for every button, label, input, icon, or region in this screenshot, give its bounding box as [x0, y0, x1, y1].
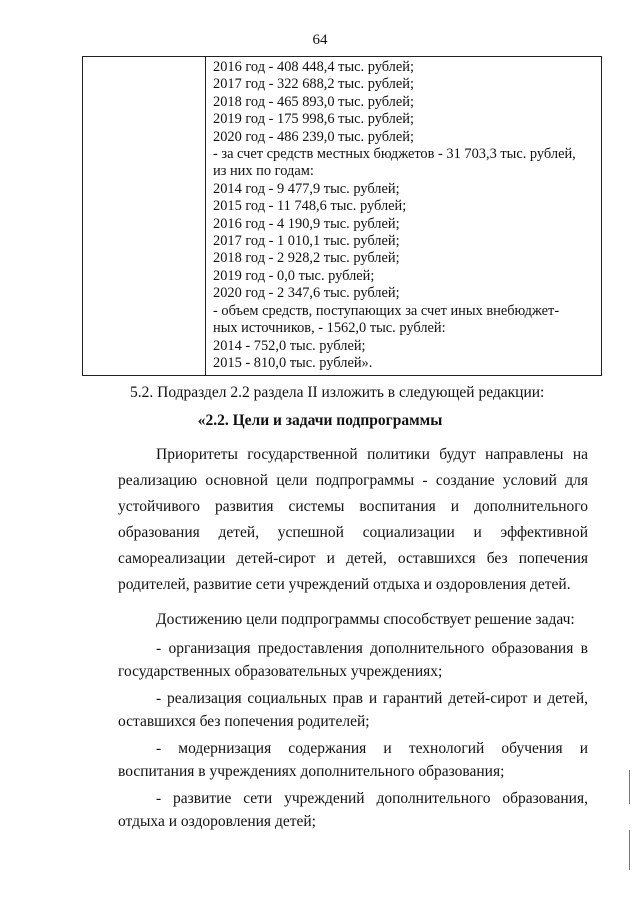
- task-item: - организация предоставления дополнительного образования в государственных образовательных учреждениях;: [118, 640, 588, 680]
- funding-line: - объем средств, поступающих за счет иных внебюджет-: [213, 302, 560, 319]
- funding-line: 2015 год - 11 748,6 тыс. рублей;: [213, 198, 407, 215]
- funding-line: 2017 год - 1 010,1 тыс. рублей;: [213, 233, 400, 250]
- funding-table: [82, 56, 602, 376]
- funding-line: из них по годам:: [213, 163, 314, 180]
- page-number: 64: [312, 32, 328, 48]
- paragraph-goal-intro: Достижению цели подпрограммы способствует решение задач:: [156, 611, 575, 628]
- funding-line: 2020 год - 2 347,6 тыс. рублей;: [213, 285, 400, 302]
- table-row: [83, 57, 602, 376]
- body-text: [118, 442, 588, 833]
- funding-line: 2014 год - 9 477,9 тыс. рублей;: [213, 180, 400, 197]
- funding-line: 2018 год - 2 928,2 тыс. рублей;: [213, 250, 400, 267]
- funding-line: ных источников, - 1562,0 тыс. рублей:: [213, 320, 446, 337]
- funding-line: 2014 - 752,0 тыс. рублей;: [213, 337, 366, 354]
- funding-line: 2016 год - 408 448,4 тыс. рублей;: [213, 59, 414, 75]
- funding-line: 2019 год - 175 998,6 тыс. рублей;: [213, 111, 414, 128]
- section-note: 5.2. Подраздел 2.2 раздела II изложить в следующей редакции:: [130, 384, 545, 401]
- task-item: - развитие сети учреждений дополнительного образования, отдыха и оздоровления детей;: [118, 790, 588, 830]
- task-item: - реализация социальных прав и гарантий детей-сирот и детей, оставшихся без попечения родителей;: [118, 690, 588, 730]
- paragraph-priorities: Приоритеты государственной политики будут направлены на реализацию основной цели подпрограммы - создание условий для устойчивого развития системы воспитания и дополнительного образования детей, успешной социализации и эффективной самореализации детей-сирот и детей, оставшихся без попечения родителей, развитие сети учреждений отдыха и оздоровления детей.: [118, 446, 588, 593]
- funding-line: - за счет средств местных бюджетов - 31 703,3 тыс. рублей,: [213, 146, 576, 163]
- scan-edge-mark: [629, 770, 630, 804]
- table-right-cell: [206, 57, 602, 376]
- funding-line: 2020 год - 486 239,0 тыс. рублей;: [213, 128, 414, 145]
- scan-edge-mark: [629, 830, 630, 870]
- funding-line: 2018 год - 465 893,0 тыс. рублей;: [213, 93, 414, 110]
- funding-line: 2015 - 810,0 тыс. рублей».: [213, 354, 373, 371]
- task-item: - модернизация содержания и технологий обучения и воспитания в учреждениях дополнительного образования;: [118, 740, 588, 780]
- funding-line: 2019 год - 0,0 тыс. рублей;: [213, 267, 375, 284]
- funding-line: 2017 год - 322 688,2 тыс. рублей;: [213, 76, 414, 93]
- section-heading: «2.2. Цели и задачи подпрограммы: [197, 412, 443, 429]
- funding-line: 2016 год - 4 190,9 тыс. рублей;: [213, 215, 400, 232]
- table-left-cell: [83, 57, 206, 376]
